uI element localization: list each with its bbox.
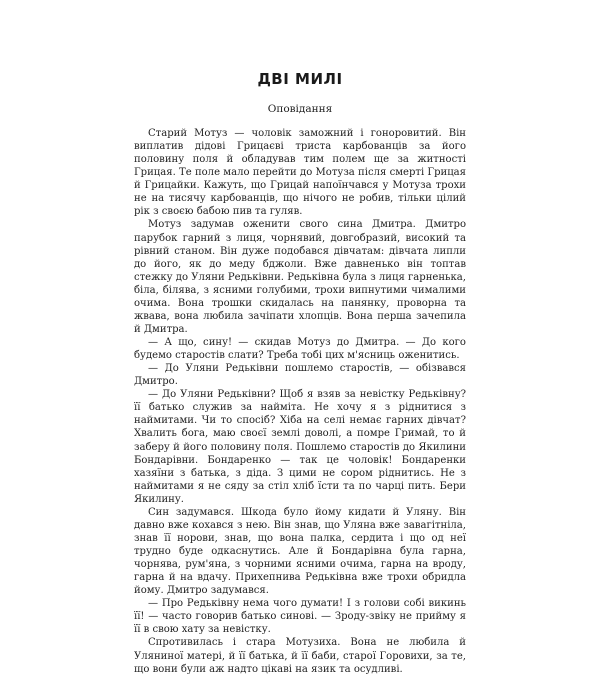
paragraph: — А що, сину! — скидав Мотуз до Дмитра. — До кого будемо старостів слати? Треба тобі цих м'ясниць оженитись. <box>134 337 466 362</box>
paragraph: Старий Мотуз — чоловік заможний і гоноровитий. Він виплатив дідові Грицаєві триста карбованців за його половину поля й обладував тим полем ще за житності Грицая. Те поле мало перейти до Мотуза після смерті Грицая й Грицайки. Кажуть, що Грицай напоїнчався у Мотуза трохи не на тисячу карбованців, що нічого не робив, тільки цілий рік з своєю бабою пив та гуляв. <box>134 128 466 218</box>
story-body <box>134 127 466 676</box>
paragraph: Син задумався. Шкода було йому кидати й Уляну. Він давно вже кохався з нею. Він знав, що Уляна вже завагітніла, знав її норови, знав, що вона палка, сердита і що од неї трудно буде одкаснутись. Але й Бондарівна була гарна, чорнява, рум'яна, з чорними ясними очима, гарна на вроду, гарна й на вдачу. Прихепнива Редьківна вже трохи обридла йому. Дмитро задумався. <box>134 506 466 597</box>
story-title: ДВІ МИЛІ <box>257 70 343 88</box>
story-subtitle: Оповідання <box>267 103 333 115</box>
paragraph: Мотуз задумав оженити свого сина Дмитра. Дмитро парубок гарний з лиця, чорнявий, довгобразий, високий та рівний станом. Він дуже подобався дівчатам: дівчата липли до його, як до меду бджоли. Вже давненько він топтав стежку до Уляни Редьківни. Редьківна була з лиця гарненька, біла, білява, з ясними голубими, трохи випнутими чималими очима. Вона трошки скидалась на панянку, проворна та жвава, вона любила зачіпати хлопців. Вона перша зачепила й Дмитра. <box>134 219 466 335</box>
paragraph: Спротивилась і стара Мотузиха. Вона не любила й Уляниної матері, й її батька, й її баби, старої Горовихи, за те, що вони були аж надто цікаві на язик та осудливі. <box>134 637 466 675</box>
paragraph: — До Уляни Редьківни? Щоб я взяв за невістку Редьківну? її батько служив за найміта. Не хочу я з ріднитися з наймитами. Чи то спосіб? Хіба на селі немає гарних дівчат? Хвалить бога, маю своєї землі доволі, а помре Гримай, то й заберу й його половину поля. Пошлемо старостів до Якилини Бондарівни. Бондаренко — так це чоловік! Бондаренки хазяїни з батька, з діда. З цими не сором ріднитись. Не з наймитами я не сяду за стіл хліб їсти та по чарці пить. Бери Якилину. <box>134 389 466 505</box>
paragraph: — Про Редьківну нема чого думати! І з голови собі викинь її! — часто говорив батько синові. — Зроду-звіку не прийму я її в свою хату за невістку. <box>134 598 466 636</box>
paragraph: — До Уляни Редьківни пошлемо старостів, — обізвався Дмитро. <box>134 363 466 388</box>
